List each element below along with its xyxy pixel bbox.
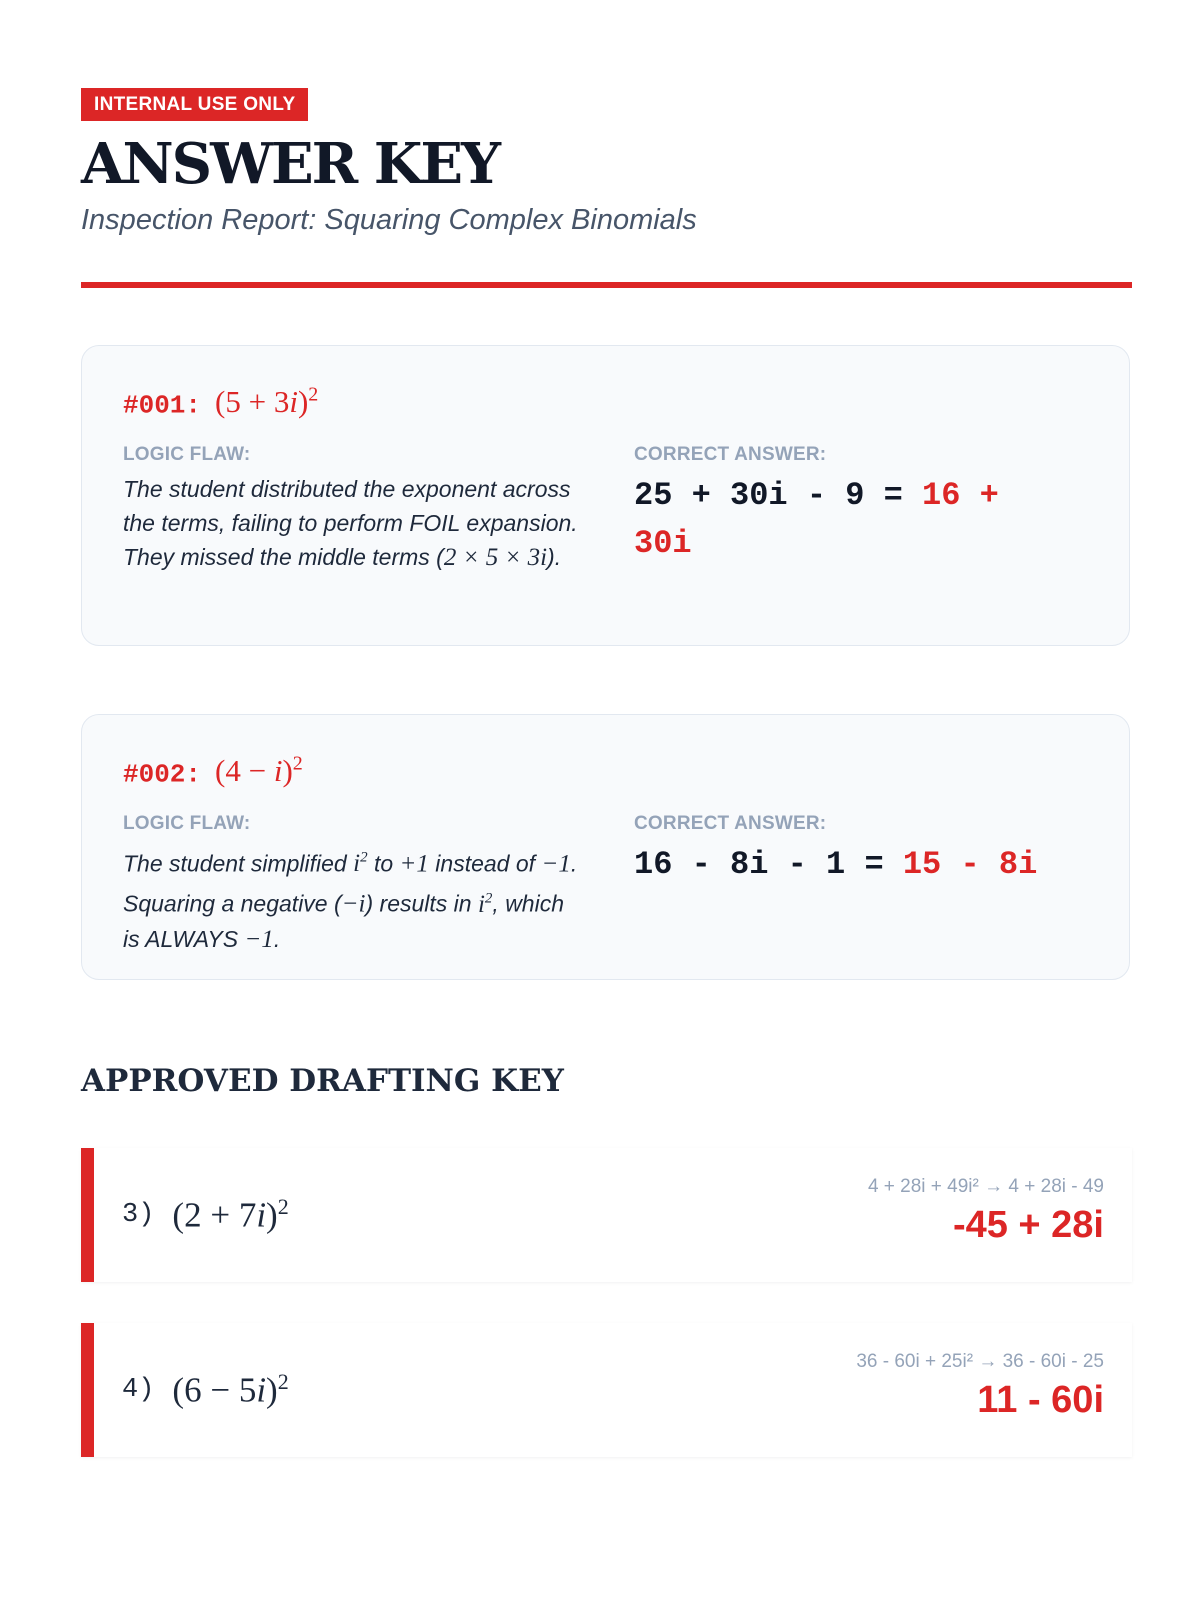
- answer-work: 25 + 30i - 9 =: [634, 477, 923, 514]
- key-expression: $(6 - 5i)^2$: [172, 1369, 289, 1410]
- logic-flaw-column: [123, 444, 583, 575]
- logic-flaw-text: The student distributed the exponent across the terms, failing to perform FOIL expansion. They missed the middle terms (2 × 5 × 3i).: [123, 476, 578, 571]
- correct-answer: [634, 841, 1074, 889]
- correct-answer-column: [634, 813, 1074, 889]
- card-problem: $(5 + 3i)^2$: [215, 384, 319, 420]
- drafting-key-item: [81, 1323, 1132, 1457]
- page-subtitle: Inspection Report: Squaring Complex Binomials: [81, 204, 697, 236]
- accent-bar: [81, 1323, 94, 1457]
- card-number: #001:: [123, 390, 202, 421]
- card-number: #002:: [123, 759, 202, 790]
- answer-work: 16 - 8i - 1 =: [634, 846, 903, 883]
- answer-result: 15 - 8i: [902, 846, 1038, 883]
- logic-flaw-label: LOGIC FLAW:: [123, 444, 251, 465]
- key-solution: [868, 1174, 1104, 1250]
- correct-answer-column: [634, 444, 1074, 568]
- error-card-001: [81, 345, 1130, 646]
- logic-flaw-label: LOGIC FLAW:: [123, 813, 251, 834]
- key-problem: [122, 1148, 289, 1282]
- card-header: [123, 753, 303, 789]
- logic-flaw-column: [123, 813, 583, 957]
- card-problem: $(4 - i)^2$: [215, 753, 303, 789]
- key-expression: $(2 + 7i)^2$: [172, 1194, 289, 1235]
- key-result: 11 - 60i: [977, 1379, 1104, 1421]
- key-work: 36 - 60i + 25i² → 36 - 60i - 25: [856, 1351, 1104, 1372]
- page-title: ANSWER KEY: [81, 131, 500, 197]
- card-header: [123, 384, 318, 420]
- drafting-key-title: APPROVED DRAFTING KEY: [81, 1063, 564, 1099]
- logic-flaw-text: The student simplified $i^2$ to +1 instead of −1. Squaring a negative (−i) results in $i^2$, which is ALWAYS −1.: [123, 850, 578, 953]
- header-divider: [81, 282, 1132, 288]
- correct-answer-label: CORRECT ANSWER:: [634, 813, 827, 834]
- answer-result: 16 + 30i: [634, 477, 999, 562]
- key-number: 4): [122, 1375, 155, 1405]
- correct-answer: [634, 472, 1074, 568]
- error-card-002: [81, 714, 1130, 980]
- key-work: 4 + 28i + 49i² → 4 + 28i - 49: [867, 1176, 1104, 1197]
- key-solution: [856, 1349, 1104, 1425]
- key-result: -45 + 28i: [952, 1204, 1104, 1246]
- correct-answer-label: CORRECT ANSWER:: [634, 444, 827, 465]
- drafting-key-item: [81, 1148, 1132, 1282]
- accent-bar: [81, 1148, 94, 1282]
- key-problem: [122, 1323, 289, 1457]
- key-number: 3): [122, 1200, 155, 1230]
- internal-use-badge: INTERNAL USE ONLY: [81, 88, 308, 121]
